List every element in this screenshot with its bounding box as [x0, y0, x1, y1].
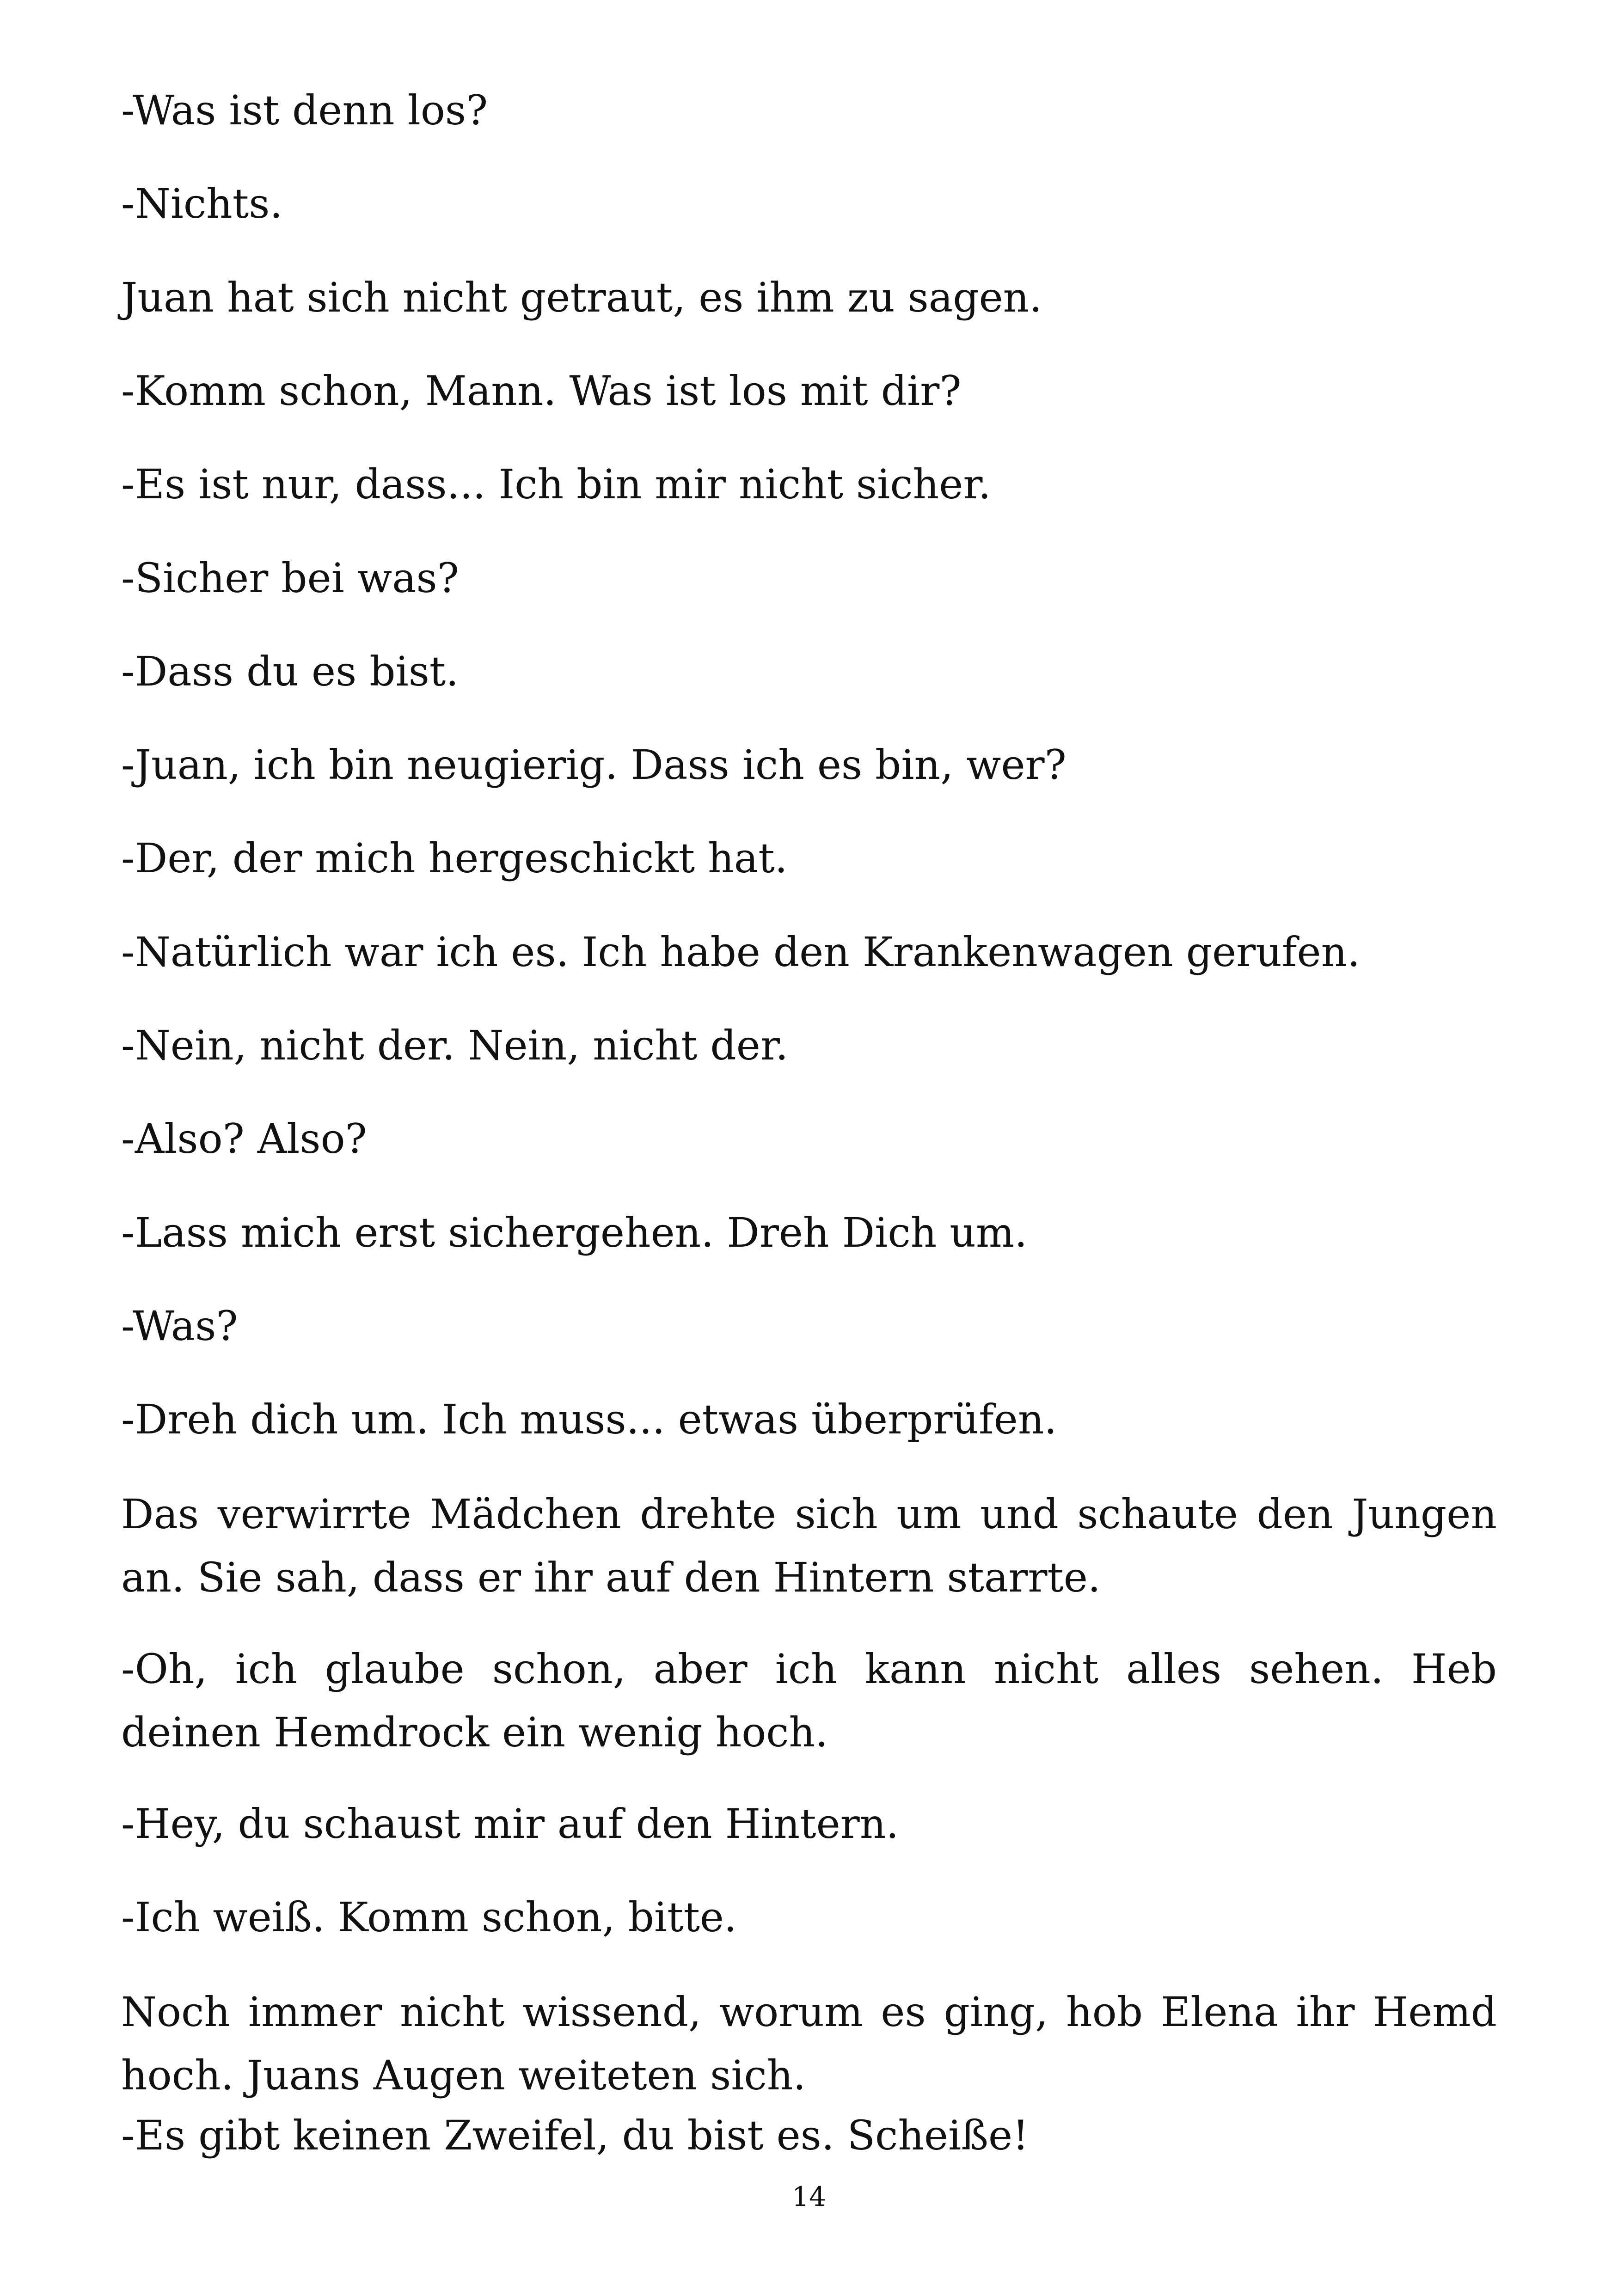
text-line: -Dreh dich um. Ich muss... etwas überprüfen. — [121, 1396, 1057, 1443]
page-number: 14 — [792, 2181, 826, 2212]
text-line: -Juan, ich bin neugierig. Dass ich es bin, wer? — [121, 741, 1066, 789]
text-line: -Dass du es bist. — [121, 648, 459, 695]
text-line: -Was ist denn los? — [121, 86, 488, 134]
text-line: -Der, der mich hergeschickt hat. — [121, 834, 788, 882]
text-line: -Es ist nur, dass... Ich bin mir nicht sicher. — [121, 460, 991, 508]
text-line: -Also? Also? — [121, 1115, 367, 1163]
text-line: -Es gibt keinen Zweifel, du bist es. Scheiße! — [121, 2112, 1029, 2159]
text-line: -Sicher bei was? — [121, 554, 459, 602]
text-line: -Nein, nicht der. Nein, nicht der. — [121, 1022, 789, 1069]
text-line: -Ich weiß. Komm schon, bitte. — [121, 1893, 737, 1941]
text-paragraph: Das verwirrte Mädchen drehte sich um und schaute den Jungen an. Sie sah, dass er ihr auf den Hintern starrte. — [121, 1490, 1497, 1601]
text-line: -Natürlich war ich es. Ich habe den Krankenwagen gerufen. — [121, 928, 1361, 976]
text-line: -Was? — [121, 1302, 238, 1350]
text-line: -Komm schon, Mann. Was ist los mit dir? — [121, 367, 962, 415]
text-paragraph: Noch immer nicht wissend, worum es ging, hob Elena ihr Hemd hoch. Juans Augen weiteten sich. — [121, 1988, 1497, 2099]
text-line: Juan hat sich nicht getraut, es ihm zu sagen. — [121, 274, 1042, 321]
text-paragraph: -Oh, ich glaube schon, aber ich kann nicht alles sehen. Heb deinen Hemdrock ein wenig hoch. — [121, 1645, 1497, 1756]
text-line: -Nichts. — [121, 180, 283, 227]
text-line: -Hey, du schaust mir auf den Hintern. — [121, 1800, 899, 1848]
text-line: -Lass mich erst sichergehen. Dreh Dich um. — [121, 1209, 1028, 1256]
